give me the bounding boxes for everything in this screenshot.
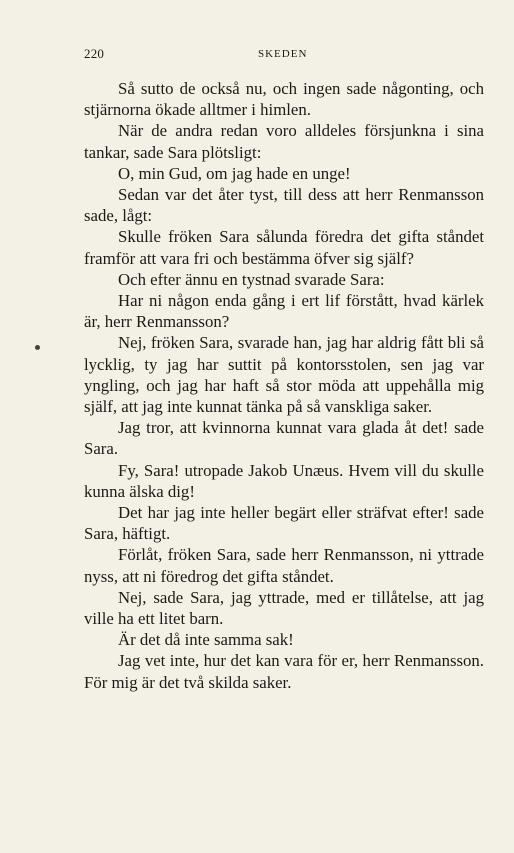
paragraph: När de andra redan voro alldeles försjunkna i sina tankar, sade Sara plötsligt: (84, 121, 484, 162)
paragraph: Fy, Sara! utropade Jakob Unæus. Hvem vill du skulle kunna älska dig! (84, 460, 484, 501)
paragraph: O, min Gud, om jag hade en unge! (118, 163, 351, 183)
page-number: 220 (84, 46, 105, 61)
paragraph: Nej, fröken Sara, svarade han, jag har aldrig fått bli så lycklig, ty jag har suttit på kontorsstolen, sen jag var yngling, och jag har haft så stor möda att uppehålla mig själf, att jag inte kunnat tänka på så vanskliga saker. (84, 333, 484, 417)
paragraph: Jag tror, att kvinnorna kunnat vara glada åt det! sade Sara. (84, 418, 484, 459)
paragraph: Så sutto de också nu, och ingen sade någonting, och stjärnorna ökade alltmer i himlen. (84, 79, 484, 120)
margin-dot (35, 345, 40, 350)
paragraph: Skulle fröken Sara sålunda föredra det gifta ståndet framför att vara fri och bestämma öfver sig själf? (84, 227, 484, 268)
paragraph: Och efter ännu en tystnad svarade Sara: (118, 269, 385, 289)
paragraph: Har ni någon enda gång i ert lif förstått, hvad kärlek är, herr Renmansson? (84, 291, 484, 332)
paragraph: Är det då inte samma sak! (118, 630, 294, 650)
running-head: SKEDEN (258, 48, 308, 60)
paragraph: Jag vet inte, hur det kan vara för er, herr Renmansson. För mig är det två skilda saker. (84, 651, 484, 692)
paragraph: Förlåt, fröken Sara, sade herr Renmansson, ni yttrade nyss, att ni föredrog det gifta ståndet. (84, 545, 484, 586)
paragraph: Nej, sade Sara, jag yttrade, med er tillåtelse, att jag ville ha ett litet barn. (84, 587, 484, 629)
paragraph: Det har jag inte heller begärt eller sträfvat efter! sade Sara, häftigt. (84, 503, 484, 544)
body-text (84, 78, 484, 693)
paragraph: Sedan var det åter tyst, till dess att herr Renmansson sade, lågt: (84, 185, 484, 226)
